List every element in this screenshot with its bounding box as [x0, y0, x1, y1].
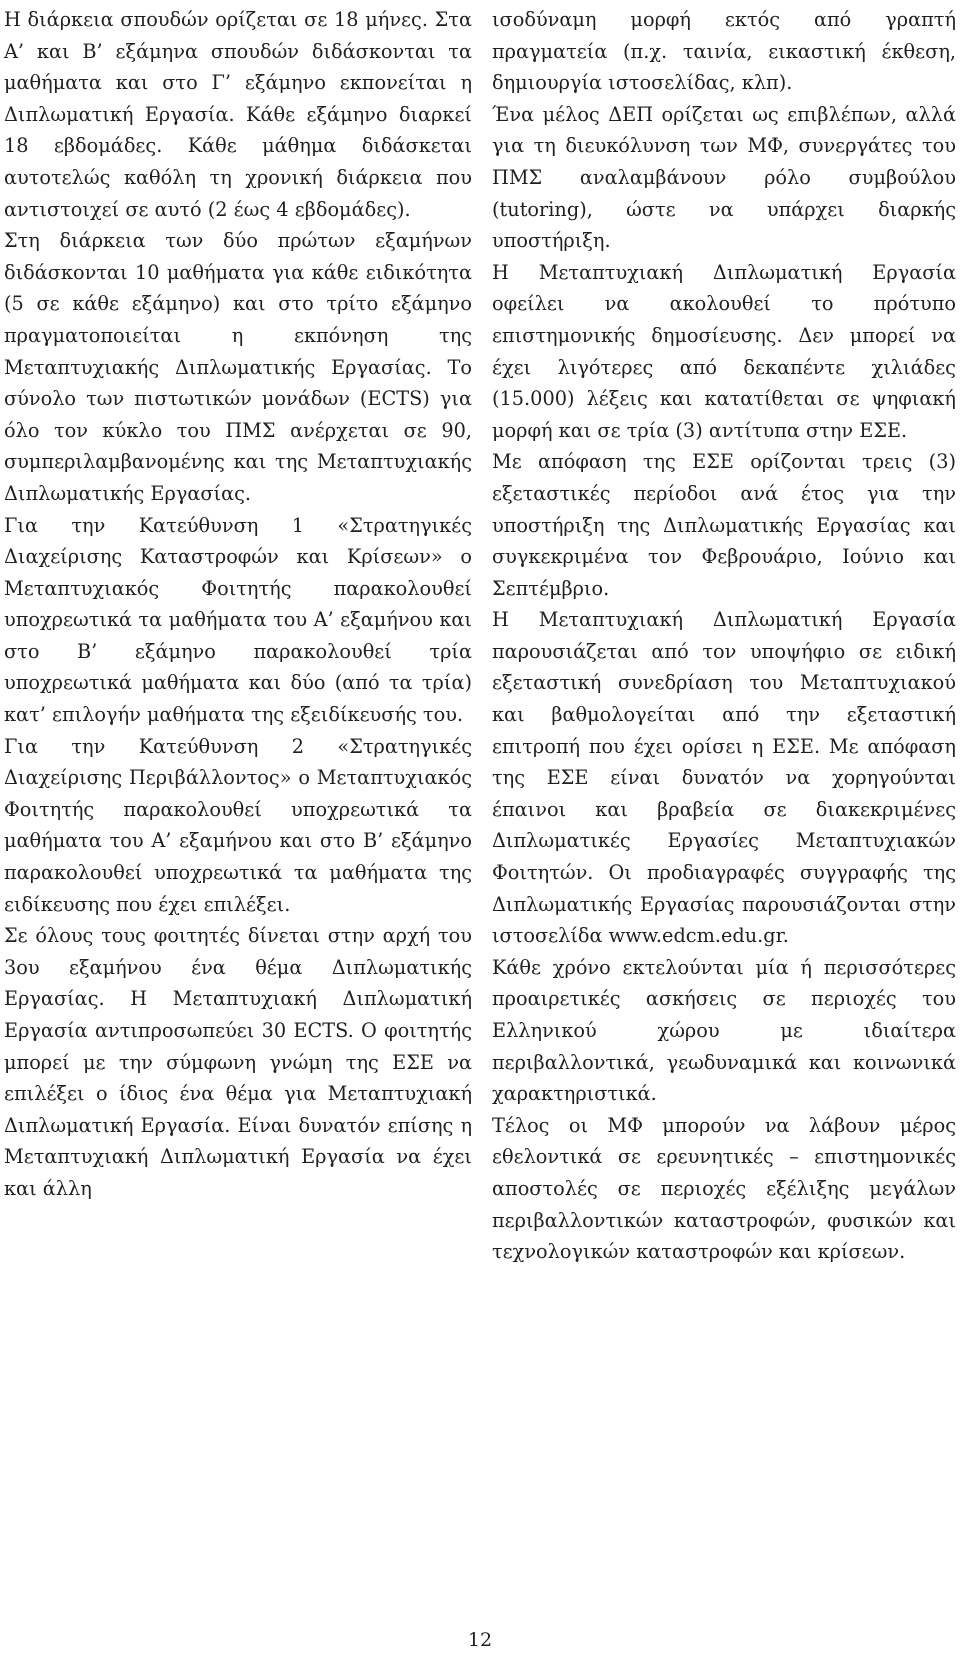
paragraph-thesis-presentation: Η Μεταπτυχιακή Διπλωματική Εργασία παρουσιάζεται από τον υποψήφιο σε ειδική εξεταστική συνεδρίαση του Μεταπτυχιακού και βαθμολογείται από την εξεταστική επιτροπή που έχει ορίσει η ΕΣΕ. Με απόφαση της ΕΣΕ είναι δυνατόν να χορηγούνται έπαινοι και βραβεία σε διακεκριμένες Διπλωματικές Εργασίες Μεταπτυχιακών Φοιτητών. Οι προδιαγραφές συγγραφής της Διπλωματικής Εργασίας παρουσιάζονται στην ιστοσελίδα www.edcm.edu.gr.: [492, 608, 956, 948]
paragraph-field-exercises: Κάθε χρόνο εκτελούνται μία ή περισσότερες προαιρετικές ασκήσεις σε περιοχές του Ελληνικού χώρου με ιδιαίτερα περιβαλλοντικά, γεωδυναμικά και κοινωνικά χαρακτηριστικά.: [492, 955, 956, 1106]
left-column: [4, 4, 472, 1205]
paragraph-volunteer-missions: Τέλος οι ΜΦ μπορούν να λάβουν μέρος εθελοντικά σε ερευνητικές – επιστημονικές αποστολές σε περιοχές εξέλιξης μεγάλων περιβαλλοντικών καταστροφών, φυσικών και τεχνολογικών καταστροφών και κρίσεων.: [492, 1113, 956, 1264]
paragraph-supervisor: Ένα μέλος ΔΕΠ ορίζεται ως επιβλέπων, αλλά για τη διευκόλυνση των ΜΦ, συνεργάτες του ΠΜΣ αναλαμβάνουν ρόλο συμβούλου (tutoring), ώστε να υπάρχει διαρκής υποστήριξη.: [492, 102, 956, 253]
paragraph-direction-2: Για την Κατεύθυνση 2 «Στρατηγικές Διαχείρισης Περιβάλλοντος» ο Μεταπτυχιακός Φοιτητής παρακολουθεί υποχρεωτικά τα μαθήματα του Α’ εξαμήνου και στο Β’ εξάμηνο παρακολουθεί υποχρεωτικά τα μαθήματα της ειδίκευσης που έχει επιλέξει.: [4, 734, 472, 916]
paragraph-thesis-format: ισοδύναμη μορφή εκτός από γραπτή πραγματεία (π.χ. ταινία, εικαστική έκθεση, δημιουργία ιστοσελίδας, κλπ).: [492, 8, 956, 95]
page-number: 12: [467, 1629, 493, 1651]
paragraph-study-duration: Η διάρκεια σπουδών ορίζεται σε 18 μήνες. Στα Α’ και Β’ εξάμηνα σπουδών διδάσκονται τα μαθήματα και στο Γ’ εξάμηνο εκπονείται η Διπλωματική Εργασία. Κάθε εξάμηνο διαρκεί 18 εβδομάδες. Κάθε μάθημα διδάσκεται αυτοτελώς καθόλη τη χρονική διάρκεια που αντιστοιχεί σε αυτό (2 έως 4 εβδομάδες).: [4, 8, 472, 221]
paragraph-exam-periods: Με απόφαση της ΕΣΕ ορίζονται τρεις (3) εξεταστικές περίοδοι ανά έτος για την υποστήριξη της Διπλωματικής Εργασίας και συγκεκριμένα τον Φεβρουάριο, Ιούνιο και Σεπτέμβριο.: [492, 450, 956, 600]
paragraph-direction-1: Για την Κατεύθυνση 1 «Στρατηγικές Διαχείρισης Καταστροφών και Κρίσεων» ο Μεταπτυχιακός Φοιτητής παρακολουθεί υποχρεωτικά τα μαθήματα του Α’ εξαμήνου και στο Β’ εξάμηνο παρακολουθεί τρία υποχρεωτικά μαθήματα και δύο (από τα τρία) κατ’ επιλογήν μαθήματα της εξειδίκευσής του.: [4, 513, 472, 727]
paragraph-courses-ects: Στη διάρκεια των δύο πρώτων εξαμήνων διδάσκονται 10 μαθήματα για κάθε ειδικότητα (5 σε κάθε εξάμηνο) και στο τρίτο εξάμηνο πραγματοποιείται η εκπόνηση της Μεταπτυχιακής Διπλωματικής Εργασίας. Το σύνολο των πιστωτικών μονάδων (ECTS) για όλο τον κύκλο του ΠΜΣ ανέρχεται σε 90, συμπεριλαμβανομένης και της Μεταπτυχιακής Διπλωματικής Εργασίας.: [4, 229, 472, 505]
paragraph-thesis-topic: Σε όλους τους φοιτητές δίνεται στην αρχή του 3ου εξαμήνου ένα θέμα Διπλωματικής Εργασίας. Η Μεταπτυχιακή Διπλωματική Εργασία αντιπροσωπεύει 30 ECTS. Ο φοιτητής μπορεί με την σύμφωνη γνώμη της ΕΣΕ να επιλέξει ο ίδιος ένα θέμα για Μεταπτυχιακή Διπλωματική Εργασία. Είναι δυνατόν επίσης η Μεταπτυχιακή Διπλωματική Εργασία να έχει και άλλη: [4, 924, 472, 1200]
right-column: [492, 4, 956, 1268]
paragraph-thesis-requirements: Η Μεταπτυχιακή Διπλωματική Εργασία οφείλει να ακολουθεί το πρότυπο επιστημονικής δημοσίευσης. Δεν μπορεί να έχει λιγότερες από δεκαπέντε χιλιάδες (15.000) λέξεις και κατατίθεται σε ψηφιακή μορφή και σε τρία (3) αντίτυπα στην ΕΣΕ.: [492, 260, 956, 442]
